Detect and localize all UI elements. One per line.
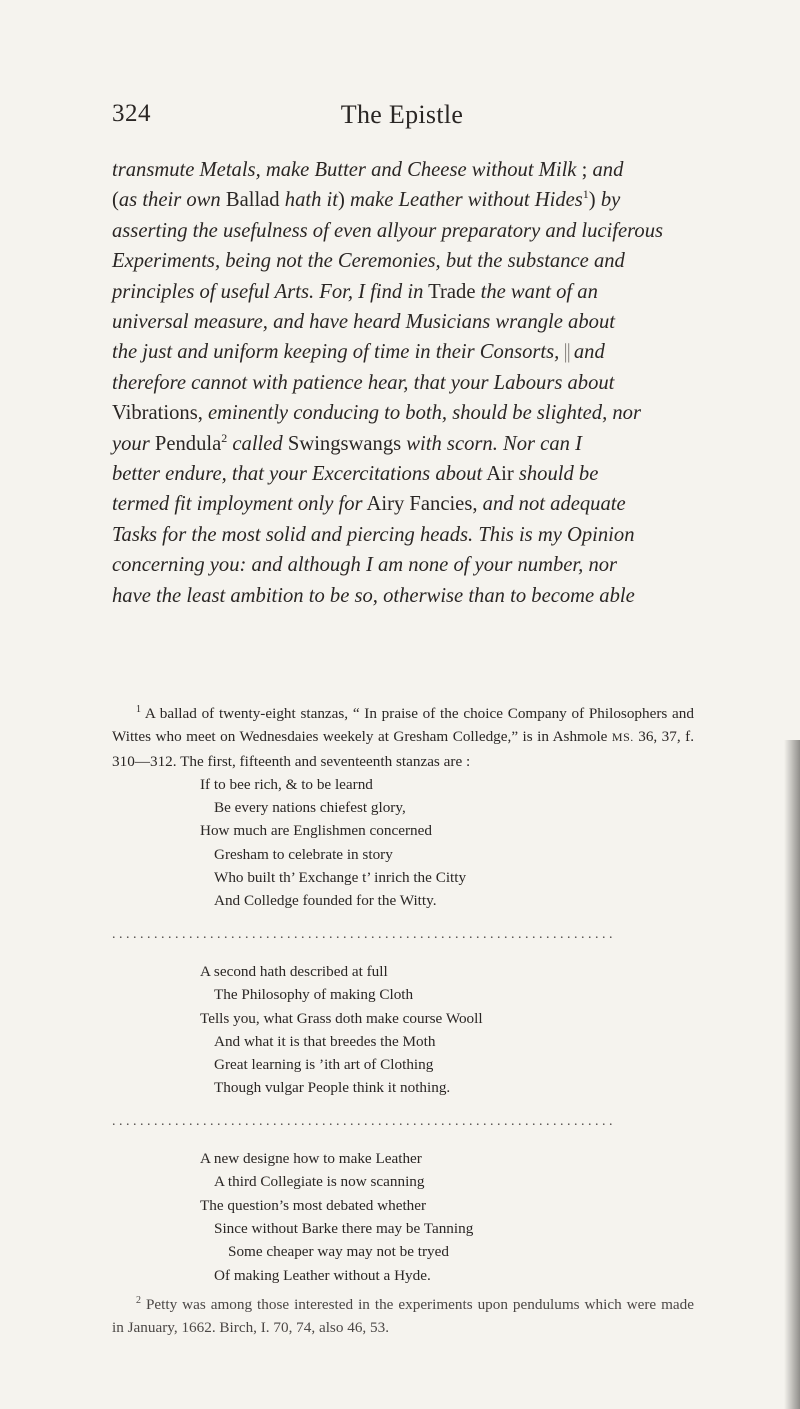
verse-line: A third Collegiate is now scanning (214, 1173, 425, 1191)
stanza-2 (200, 960, 694, 1100)
verse-line: Be every nations chiefest glory, (214, 799, 406, 817)
verse-line: Tells you, what Grass doth make course Wooll (200, 1009, 483, 1027)
text-line: transmute Metals, make Butter and Cheese without Milk ; and (112, 159, 624, 181)
verse-line: Gresham to celebrate in story (214, 845, 393, 863)
verse-line: The question’s most debated whether (200, 1196, 427, 1214)
verse-line: How much are Englishmen concerned (200, 822, 432, 840)
text-line: have the least ambition to be so, otherwise than to become able (112, 584, 635, 607)
verse-line: Of making Leather without a Hyde. (214, 1266, 431, 1284)
text-line: your Pendula$^2$ called Swingswangs with scorn. Nor can I (112, 430, 582, 455)
verse-line: If to bee rich, & to be learnd (200, 775, 373, 793)
verse-line: Great learning is ’ith art of Clothing (214, 1056, 434, 1074)
verse-line: Some cheaper way may not be tryed (228, 1243, 449, 1261)
verse-line: A new designe how to make Leather (200, 1150, 422, 1168)
stanza-1 (200, 773, 694, 913)
footnote-number: 2 (136, 1294, 141, 1306)
footnote-number: 1 (136, 704, 141, 715)
text-line: Experiments, being not the Ceremonies, but the substance and (112, 250, 625, 273)
verse-line: And what it is that breedes the Moth (214, 1032, 436, 1050)
page-number: 324 (112, 100, 151, 127)
footnote-ref[interactable]: 1 (582, 187, 589, 202)
text-line: concerning you: and although I am none of your number, nor (112, 554, 618, 577)
main-text (112, 155, 694, 611)
text-line: principles of useful Arts. For, I find in Trade the want of an (112, 280, 598, 303)
text-line: Vibrations, eminently conducing to both, should be slighted, nor (112, 402, 641, 425)
margin-bar: || (559, 341, 574, 364)
footnote-1: $^1$ A ballad of twenty-eight stanzas, “ In praise of the choice Company of Philosophers and Wittes who meet on Wednesdaies weekely at Gresham Colledge,” is in Ashmole MS. 36, 37, f. 310—312. The first, fifteenth and seventeenth stanzas are : (112, 704, 694, 770)
ellipsis-divider: ........................................................................ (112, 926, 616, 942)
footnote-ref[interactable]: 2 (221, 430, 228, 445)
text-line: Tasks for the most solid and piercing heads. This is my Opinion (112, 523, 635, 546)
text-line: asserting the usefulness of even allyour preparatory and luciferous (112, 219, 664, 242)
verse-line: Though vulgar People think it nothing. (214, 1079, 451, 1097)
verse-line: And Colledge founded for the Witty. (214, 892, 437, 910)
verse-line: Since without Barke there may be Tanning (214, 1219, 474, 1237)
page-edge-shadow (784, 740, 800, 1409)
text-line: universal measure, and have heard Musicians wrangle about (112, 311, 615, 334)
verse-line: The Philosophy of making Cloth (214, 986, 414, 1004)
stanza-3 (200, 1147, 694, 1287)
page-header (112, 100, 692, 140)
text-line: (as their own Ballad hath it) make Leather without Hides$^1$) by (112, 187, 621, 212)
verse-line: Who built th’ Exchange t’ inrich the Citty (214, 869, 467, 887)
ellipsis-divider: ........................................................................ (112, 1113, 616, 1129)
running-head: The Epistle (340, 100, 464, 129)
text-line: better endure, that your Excercitations about Air should be (112, 463, 599, 486)
verse-line: A second hath described at full (200, 962, 388, 980)
footnotes (112, 702, 694, 1339)
text-line: the just and uniform keeping of time in their Consorts, || and (112, 341, 605, 364)
text-line: therefore cannot with patience hear, that your Labours about (112, 371, 615, 394)
footnote-2: $^2$ Petty was among those interested in the experiments upon pendulums which were made in January, 1662. Birch, I. 70, 74, also 46, 53. (112, 1294, 694, 1337)
text-line: termed fit imployment only for Airy Fancies, and not adequate (112, 493, 626, 516)
